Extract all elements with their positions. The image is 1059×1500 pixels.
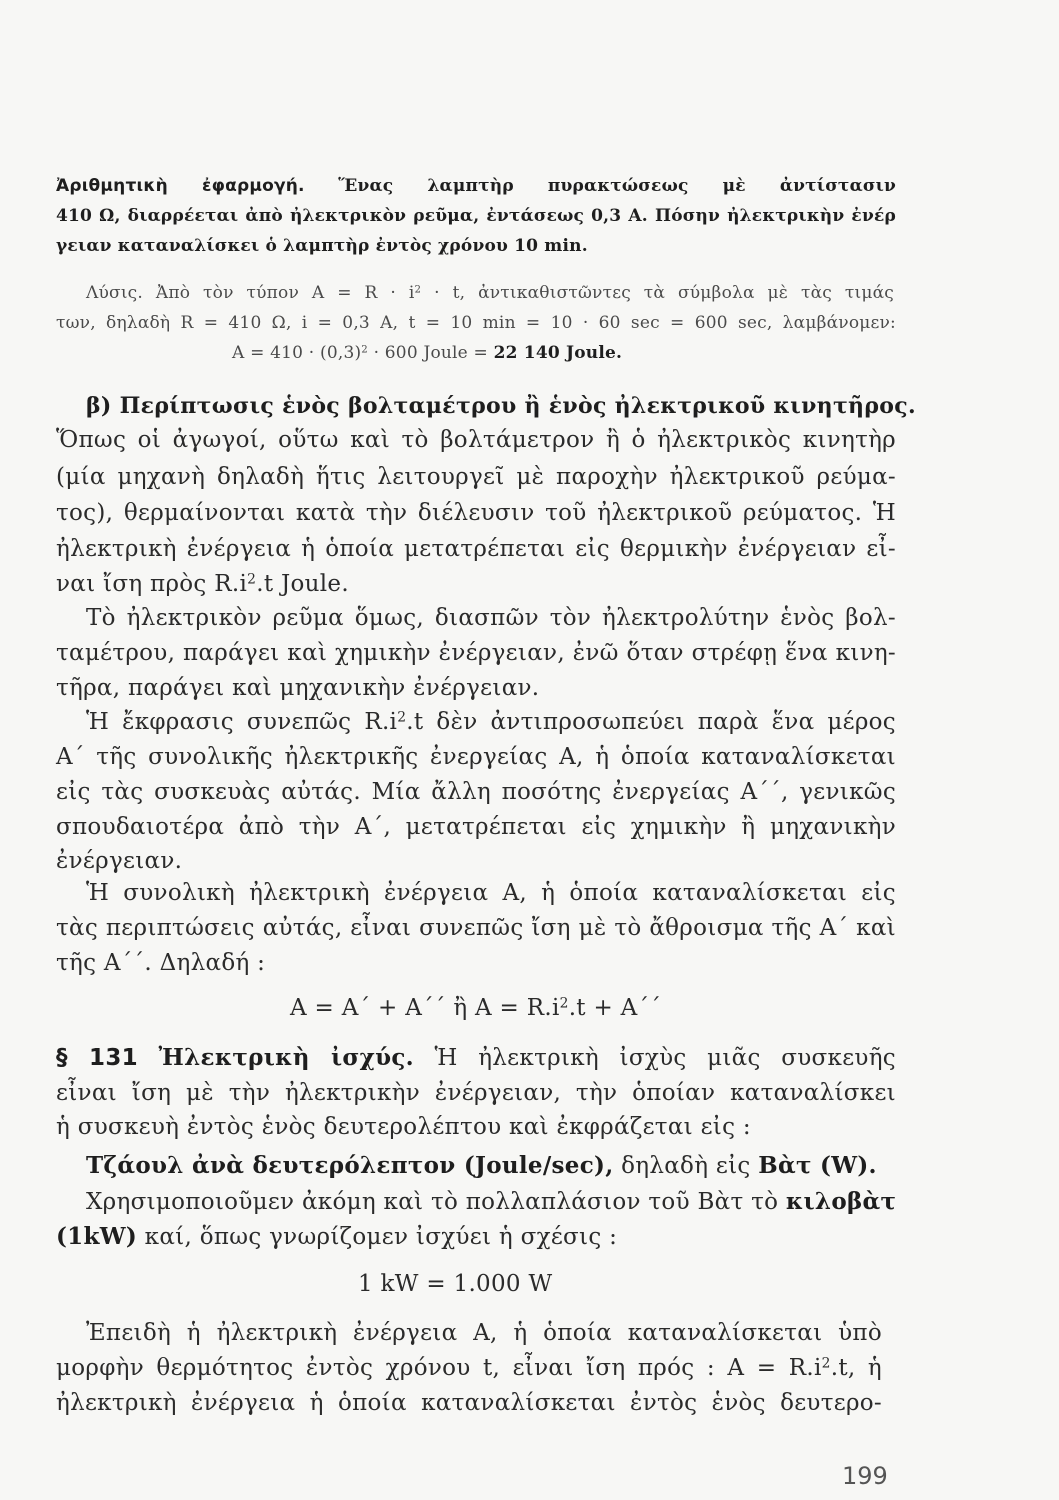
case-b-p2-line: τῆρα, παράγει καὶ μηχανικὴν ἐνέργειαν. xyxy=(56,675,540,701)
section-number: § 131 xyxy=(56,1045,138,1071)
case-b-p4-line: τῆς A΄΄. Δηλαδή : xyxy=(56,950,266,976)
solution-line-2: των, δηλαδὴ R = 410 Ω, i = 0,3 A, t = 10 min = 10 · 60 sec = 600 sec, λαμβάνομεν: xyxy=(56,313,896,333)
case-b-p1-line: Ὅπως οἱ ἀγωγοί, οὕτω καὶ τὸ βολτάμετρον ἢ ὁ ἠλεκτρικὸς κινητὴρ xyxy=(56,427,896,453)
case-b-p1-line: ἠλεκτρικὴ ἐνέργεια ἡ ὁποία μετατρέπεται εἰς θερμικὴν ἐνέργειαν εἶ- xyxy=(56,536,896,562)
case-b-p4-line: Ἡ συνολικὴ ἠλεκτρικὴ ἐνέργεια A, ἡ ὁποία καταναλίσκεται εἰς xyxy=(86,880,896,906)
page-number: 199 xyxy=(842,1462,888,1490)
case-b-p1-line: τος), θερμαίνονται κατὰ τὴν διέλευσιν τοῦ ἠλεκτρικοῦ ρεύματος. Ἡ xyxy=(56,500,896,526)
kilowatt-term: κιλοβὰτ xyxy=(785,1188,897,1215)
case-b-p2-line: ταμέτρου, παράγει καὶ χημικὴν ἐνέργειαν, ἐνῶ ὅταν στρέφῃ ἕνα κινη- xyxy=(56,640,896,666)
case-b-p4-line: τὰς περιπτώσεις αὐτάς, εἶναι συνεπῶς ἴση μὲ τὸ ἄθροισμα τῆς A΄ καὶ xyxy=(56,915,896,941)
case-b-p3-line: εἰς τὰς συσκευὰς αὐτάς. Μία ἄλλη ποσότης ἐνεργείας A΄΄, γενικῶς xyxy=(56,779,896,805)
case-b-p1-line: (μία μηχανὴ δηλαδὴ ἥτις λειτουργεῖ μὲ παροχὴν ἠλεκτρικοῦ ρεύμα- xyxy=(56,464,896,490)
example-heading: Ἀριθμητικὴ ἐφαρμογή. xyxy=(56,176,305,196)
section-title: Ἠλεκτρικὴ ἰσχύς. xyxy=(158,1044,414,1071)
section-131-first-line: § 131 Ἠλεκτρικὴ ἰσχύς. Ἡ ἠλεκτρικὴ ἰσχὺς μιᾶς συσκευῆς xyxy=(56,1044,896,1071)
solution-line-3: $A = 410 \cdot (0,3)^2 \cdot 600$ Joule = 22 140 Joule. xyxy=(232,343,623,363)
section-line: εἶναι ἴση μὲ τὴν ἠλεκτρικὴν ἐνέργειαν, τὴν ὁποίαν καταναλίσκει xyxy=(56,1080,896,1106)
solution-result: 22 140 Joule. xyxy=(493,343,623,363)
case-b-p3-line: σπουδαιοτέρα ἀπὸ τὴν A΄, μετατρέπεται εἰς χημικὴν ἢ μηχανικὴν xyxy=(56,814,896,840)
kilowatt-line: Χρησιμοποιοῦμεν ἀκόμη καὶ τὸ πολλαπλάσιον τοῦ Βὰτ τὸ κιλοβὰτ xyxy=(86,1188,897,1215)
kilowatt-formula: 1 kW = 1.000 W xyxy=(358,1271,553,1297)
case-b-p1-last-line: ναι ἴση πρὸς $R.i^2.t$ Joule. xyxy=(56,571,349,597)
solution-line-1: Λύσις. Ἀπὸ τὸν τύπον $A = R \cdot i^2 \cdot t$, ἀντικαθιστῶντες τὰ σύμβολα μὲ τὰς τιμάς xyxy=(86,283,894,303)
last-paragraph-line: Ἐπειδὴ ἡ ἠλεκτρικὴ ἐνέργεια A, ἡ ὁποία καταναλίσκεται ὑπὸ xyxy=(86,1320,882,1346)
case-b-p3-line: A΄ τῆς συνολικῆς ἠλεκτρικῆς ἐνεργείας A, ἡ ὁποία καταναλίσκεται xyxy=(56,744,896,770)
unit-definition: Τζάουλ ἀνὰ δευτερόλεπτον (Joule/sec), δηλαδὴ εἰς Βὰτ (W). xyxy=(86,1152,877,1179)
example-line-2: 410 Ω, διαρρέεται ἀπὸ ἠλεκτρικὸν ρεῦμα, ἐντάσεως 0,3 A. Πόσην ἠλεκτρικὴν ἐνέρ xyxy=(56,206,896,226)
energy-formula: A = A΄ + A΄΄ ἢ $A = R.i^2.t + A΄΄$ xyxy=(290,995,662,1021)
case-b-p3-first-line: Ἡ ἔκφρασις συνεπῶς $R.i^2.t$ δὲν ἀντιπροσωπεύει παρὰ ἕνα μέρος xyxy=(86,709,896,735)
case-b-p2-line: Τὸ ἠλεκτρικὸν ρεῦμα ὅμως, διασπῶν τὸν ἠλεκτρολύτην ἑνὸς βολ- xyxy=(86,605,896,631)
watt-unit: Βὰτ (W). xyxy=(758,1152,877,1179)
case-b-heading: β) Περίπτωσις ἑνὸς βολταμέτρου ἢ ἑνὸς ἠλεκτρικοῦ κινητῆρος. xyxy=(86,393,916,419)
last-paragraph-line: μορφὴν θερμότητος ἐντὸς χρόνου t, εἶναι ἴση πρός : $A = R.i^2.t$, ἡ xyxy=(56,1355,882,1381)
example-line-3: γειαν καταναλίσκει ὁ λαμπτὴρ ἐντὸς χρόνου 10 min. xyxy=(56,236,588,256)
example-line-1: Ἀριθμητικὴ ἐφαρμογή. Ἕνας λαμπτὴρ πυρακτώσεως μὲ ἀντίστασιν xyxy=(56,176,897,196)
case-b-p3-line: ἐνέργειαν. xyxy=(56,848,183,874)
last-paragraph-line: ἠλεκτρικὴ ἐνέργεια ἡ ὁποία καταναλίσκεται ἐντὸς ἑνὸς δευτερο- xyxy=(56,1390,882,1416)
section-line: ἡ συσκευὴ ἐντὸς ἑνὸς δευτερολέπτου καὶ ἐκφράζεται εἰς : xyxy=(56,1114,751,1140)
kilowatt-line-2: (1kW) καί, ὅπως γνωρίζομεν ἰσχύει ἡ σχέσις : xyxy=(56,1223,618,1250)
